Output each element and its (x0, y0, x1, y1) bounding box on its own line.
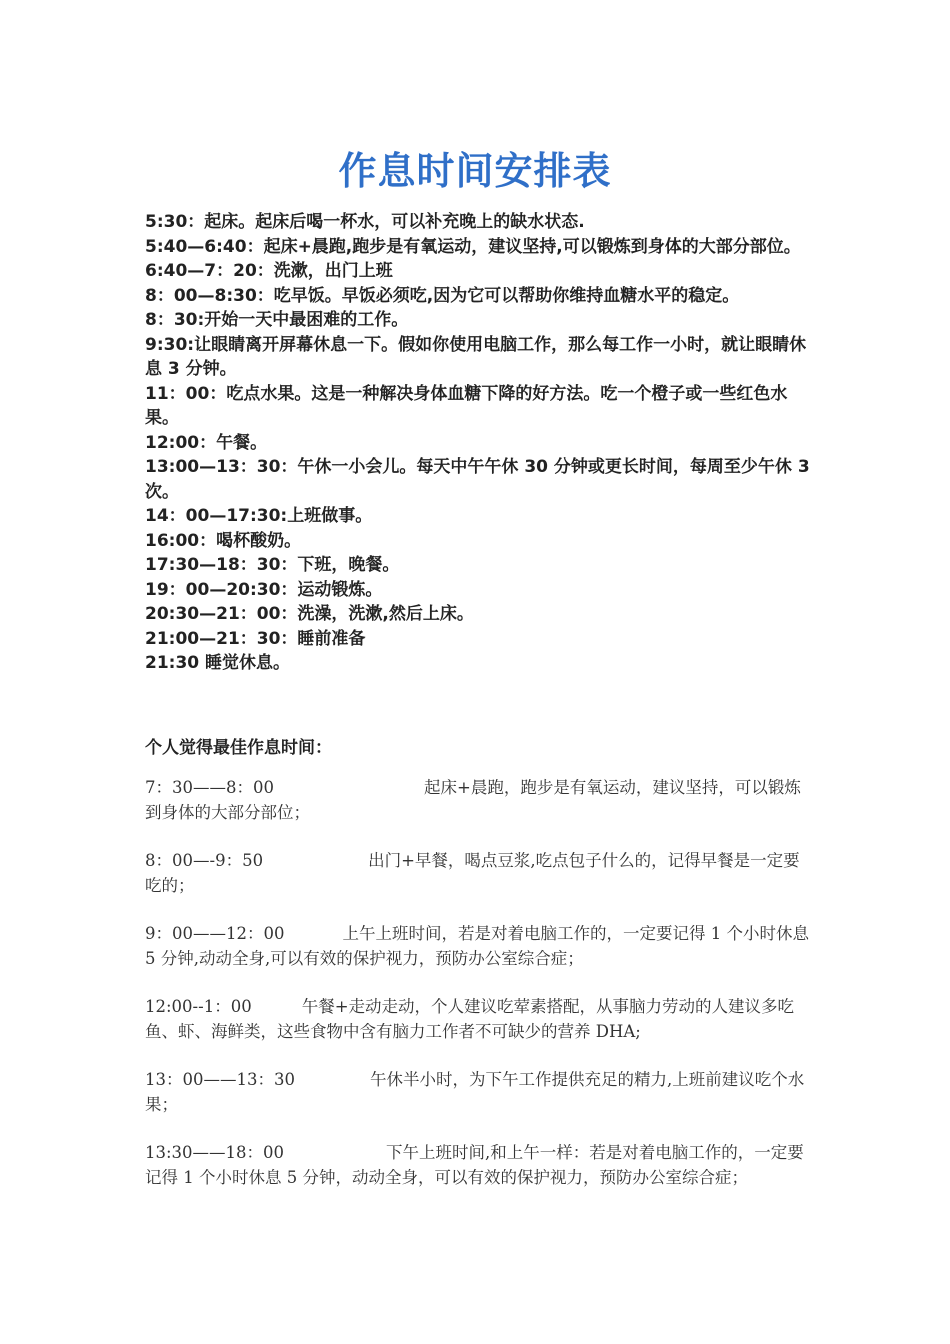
best-time-description: 出门+早餐，喝点豆浆,吃点包子什么的，记得早餐是一定要吃的； (145, 851, 800, 895)
best-time-item (145, 1141, 810, 1190)
schedule-item: 13:00—13：30：午休一小会儿。每天中午午休 30 分钟或更长时间，每周至少午休 3 次。 (145, 457, 810, 502)
best-time-description: 午休半小时，为下午工作提供充足的精力,上班前建议吃个水果； (145, 1070, 805, 1114)
schedule-item: 11：00：吃点水果。这是一种解决身体血糖下降的好方法。吃一个橙子或一些红色水果。 (145, 383, 788, 428)
schedule-item: 21:30 睡觉休息。 (145, 653, 291, 673)
best-time-range: 12:00--1：00 (145, 997, 252, 1016)
best-time-range: 13：00——13：30 (145, 1070, 295, 1089)
best-time-range: 7：30——8：00 (145, 778, 274, 797)
best-time-item (145, 1068, 810, 1117)
best-time-description: 午餐+走动走动，个人建议吃荤素搭配，从事脑力劳动的人建议多吃鱼、虾、海鲜类，这些食物中含有脑力工作者不可缺少的营养 DHA; (145, 997, 795, 1041)
schedule-item: 5:40—6:40：起床+晨跑,跑步是有氧运动，建议坚持,可以锻炼到身体的大部分部位。 (145, 236, 801, 257)
schedule-item: 8：30:开始一天中最困难的工作。 (145, 310, 409, 330)
best-time-range: 13:30——18：00 (145, 1143, 285, 1162)
best-time-item (145, 776, 810, 825)
schedule-list (145, 210, 810, 676)
best-time-item (145, 922, 810, 971)
schedule-item: 6:40—7：20：洗漱，出门上班 (145, 261, 393, 281)
best-time-item (145, 995, 810, 1044)
best-time-range: 9：00——12：00 (145, 924, 285, 943)
page-title: 作息时间安排表 (338, 149, 612, 193)
schedule-item: 5:30：起床。起床后喝一杯水，可以补充晚上的缺水状态. (145, 212, 585, 232)
schedule-item: 21:00—21：30：睡前准备 (145, 628, 366, 649)
best-time-item (145, 849, 810, 898)
best-time-range: 8：00—-9：50 (145, 851, 264, 870)
best-time-description: 下午上班时间,和上午一样：若是对着电脑工作的，一定要记得 1 个小时休息 5 分钟，动动全身，可以有效的保护视力，预防办公室综合症； (145, 1143, 804, 1187)
best-time-description: 上午上班时间，若是对着电脑工作的，一定要记得 1 个小时休息 5 分钟,动动全身,可以有效的保护视力，预防办公室综合症； (145, 924, 809, 968)
schedule-item: 20:30—21：00：洗澡，洗漱,然后上床。 (145, 604, 474, 624)
best-time-description: 起床+晨跑，跑步是有氧运动，建议坚持，可以锻炼到身体的大部分部位； (145, 778, 801, 822)
schedule-item: 8：00—8:30：吃早饭。早饭必须吃,因为它可以帮助你维持血糖水平的稳定。 (145, 285, 740, 306)
schedule-item: 12:00：午餐。 (145, 432, 268, 453)
schedule-item: 19：00—20:30：运动锻炼。 (145, 579, 383, 600)
schedule-item: 17:30—18：30：下班，晚餐。 (145, 555, 400, 575)
best-times-list (145, 776, 810, 1214)
best-times-heading: 个人觉得最佳作息时间： (145, 738, 332, 758)
schedule-item: 9:30:让眼睛离开屏幕休息一下。假如你使用电脑工作，那么每工作一小时，就让眼睛休息 3 分钟。 (145, 334, 807, 379)
schedule-item: 16:00：喝杯酸奶。 (145, 530, 302, 551)
schedule-item: 14：00—17:30:上班做事。 (145, 506, 373, 526)
